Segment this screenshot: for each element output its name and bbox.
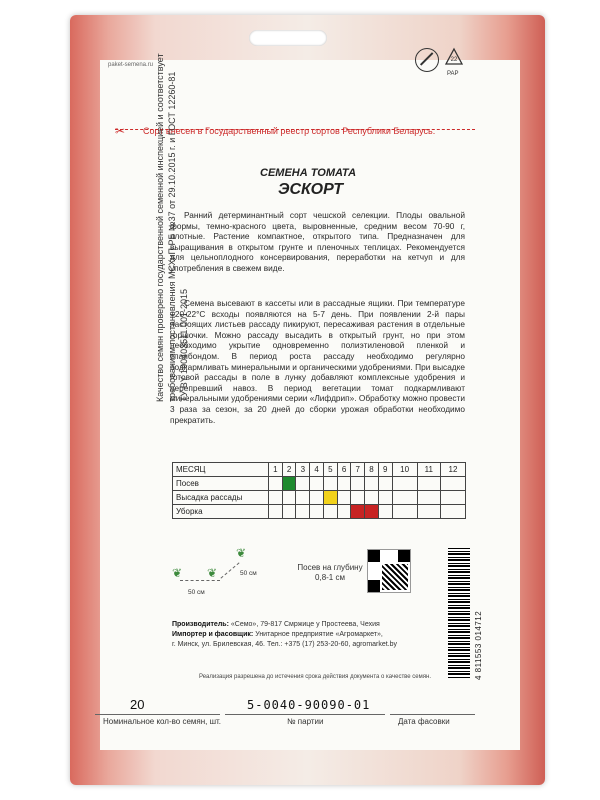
importer-address: г. Минск, ул. Брилевская, 46. Тел.: +375 (17) 253-20-60, agromarket.by bbox=[172, 640, 398, 648]
calendar-cell bbox=[351, 477, 365, 491]
sale-notice: Реализация разрешена до истечения срока действия документа о качестве семян. bbox=[198, 674, 432, 680]
calendar-cell bbox=[351, 505, 365, 519]
calendar-cell bbox=[365, 477, 379, 491]
calendar-month-1: 1 bbox=[269, 463, 283, 477]
calendar-cell bbox=[417, 491, 440, 505]
calendar-cell bbox=[323, 491, 337, 505]
batch-caption: № партии bbox=[287, 717, 324, 726]
calendar-month-7: 7 bbox=[351, 463, 365, 477]
description-paragraph-2: Семена высевают в кассеты или в рассадные ящики. При температуре +20-22°С всходы появляются на 5-7 день. При появлении 2-й пары настоящих листьев рассаду пикируют, пересаживая растения в отдельные горшочки. Можно рассаду высадить в открытый грунт, но при этом необходимо укрытие одновременно полиэтиленовой пленкой и спанбондом. В период роста рассаду необходимо регулярно подкармливать минеральными и органическими удобрениями. При высадке готовой рассады в поле в лунку добавляют комплексные удобрения и перепревший навоз. В период вегетации томат подкармливают минеральными удобрениями серии «Лифдрип». Обработку можно провести 3 раза за сезон, за 20 дней до сборки урожая обработки необходимо прекратить. bbox=[170, 298, 465, 425]
calendar-row bbox=[173, 477, 466, 491]
side-line-3: ТУ ВY 190403511.001-2015 bbox=[179, 289, 189, 402]
depth-label: Посев на глубину bbox=[297, 563, 363, 572]
packet-subtitle: СЕМЕНА ТОМАТА bbox=[260, 167, 357, 179]
calendar-cell bbox=[392, 477, 417, 491]
hang-hole bbox=[249, 30, 327, 46]
calendar-cell bbox=[441, 477, 466, 491]
calendar-cell bbox=[323, 477, 337, 491]
importer-text: Унитарное предприятие «Агромаркет», bbox=[255, 630, 383, 638]
calendar-cell bbox=[378, 505, 392, 519]
calendar-header-label: МЕСЯЦ bbox=[173, 463, 269, 477]
no-trash-icon bbox=[415, 48, 439, 72]
calendar-cell bbox=[310, 505, 324, 519]
calendar-cell bbox=[441, 491, 466, 505]
packet-title: ЭСКОРТ bbox=[278, 181, 343, 198]
sowing-calendar bbox=[172, 462, 466, 519]
calendar-cell bbox=[365, 491, 379, 505]
scissors-icon: ✂ bbox=[115, 124, 126, 138]
calendar-cell bbox=[282, 505, 296, 519]
calendar-cell bbox=[296, 477, 310, 491]
top-url: paket-semena.ru bbox=[108, 62, 154, 68]
calendar-month-9: 9 bbox=[378, 463, 392, 477]
pap-code: PAP bbox=[447, 71, 459, 77]
plant-spacing-label: 50 см bbox=[240, 570, 257, 577]
calendar-cell bbox=[365, 505, 379, 519]
calendar-cell bbox=[269, 505, 283, 519]
calendar-cell bbox=[337, 505, 351, 519]
calendar-row bbox=[173, 491, 466, 505]
description-paragraph-1: Ранний детерминантный сорт чешской селекции. Плоды овальной формы, темно-красного цвета, выровненные, средним весом 70-90 г, плотные. Растение компактное, открытого типа. Предназначен для выращивания в открытом грунте и пленочных теплицах. Рекомендуется для цельноплодного консервирования, переработки на кетчуп и для употребления в свежем виде. bbox=[170, 210, 465, 273]
quantity-rule bbox=[95, 714, 220, 715]
calendar-cell bbox=[296, 505, 310, 519]
seedling-icon: ❦ bbox=[236, 546, 247, 560]
calendar-cell bbox=[392, 491, 417, 505]
calendar-row-label: Посев bbox=[173, 477, 269, 491]
calendar-month-4: 4 bbox=[310, 463, 324, 477]
depth-value: 0,8-1 см bbox=[315, 573, 345, 582]
producer-label: Производитель: bbox=[172, 621, 229, 628]
sowing-depth bbox=[290, 563, 370, 583]
calendar-cell bbox=[337, 477, 351, 491]
calendar-month-5: 5 bbox=[323, 463, 337, 477]
row-spacing-label: 50 см bbox=[188, 589, 205, 596]
seed-quantity: 20 bbox=[130, 697, 145, 712]
calendar-cell bbox=[310, 491, 324, 505]
date-rule bbox=[390, 714, 475, 715]
pap-number: 22 bbox=[450, 57, 458, 63]
calendar-header-row bbox=[173, 463, 466, 477]
batch-rule bbox=[225, 714, 385, 715]
calendar-month-11: 11 bbox=[417, 463, 440, 477]
calendar-cell bbox=[378, 477, 392, 491]
calendar-cell bbox=[417, 505, 440, 519]
calendar-month-2: 2 bbox=[282, 463, 296, 477]
calendar-month-8: 8 bbox=[365, 463, 379, 477]
qr-code-pattern bbox=[382, 564, 408, 590]
calendar-cell bbox=[269, 491, 283, 505]
calendar-cell bbox=[282, 491, 296, 505]
importer-label: Импортер и фасовщик: bbox=[172, 630, 254, 638]
calendar-month-10: 10 bbox=[392, 463, 417, 477]
calendar-month-12: 12 bbox=[441, 463, 466, 477]
calendar-row bbox=[173, 505, 466, 519]
quantity-caption: Номинальное кол-во семян, шт. bbox=[103, 717, 222, 726]
registry-text: Сорт внесен в Государственный реестр сортов Республики Беларусь. bbox=[143, 126, 436, 136]
barcode-number: 4 811553 014712 bbox=[474, 610, 483, 680]
calendar-cell bbox=[392, 505, 417, 519]
calendar-cell bbox=[269, 477, 283, 491]
calendar-cell bbox=[310, 477, 324, 491]
seedling-icon: ❦ bbox=[207, 566, 218, 580]
calendar-cell bbox=[337, 491, 351, 505]
row-spacing-line bbox=[180, 580, 220, 581]
calendar-cell bbox=[417, 477, 440, 491]
calendar-row-label: Уборка bbox=[173, 505, 269, 519]
batch-number: 5-0040-90090-01 bbox=[247, 698, 371, 712]
calendar-row-label: Высадка рассады bbox=[173, 491, 269, 505]
recycle-icon bbox=[444, 47, 464, 67]
side-line-1: Качество семян проверено государственной семенной инспекцией и соответствует bbox=[155, 53, 165, 402]
calendar-cell bbox=[441, 505, 466, 519]
calendar-cell bbox=[296, 491, 310, 505]
side-line-2: требованиям постановления МСХиП РБ №37 от 29.10.2015 г. и ГОСТ 12260-81 bbox=[167, 71, 177, 402]
calendar-cell bbox=[323, 505, 337, 519]
calendar-cell bbox=[378, 491, 392, 505]
date-caption: Дата фасовки bbox=[398, 717, 450, 726]
calendar-cell bbox=[282, 477, 296, 491]
barcode bbox=[448, 548, 470, 678]
producer-text: «Семо», 79-817 Смржице у Простеева, Чехия bbox=[230, 621, 380, 628]
calendar-month-6: 6 bbox=[337, 463, 351, 477]
seedling-icon: ❦ bbox=[172, 566, 183, 580]
calendar-month-3: 3 bbox=[296, 463, 310, 477]
calendar-cell bbox=[351, 491, 365, 505]
producer-info bbox=[172, 620, 442, 649]
